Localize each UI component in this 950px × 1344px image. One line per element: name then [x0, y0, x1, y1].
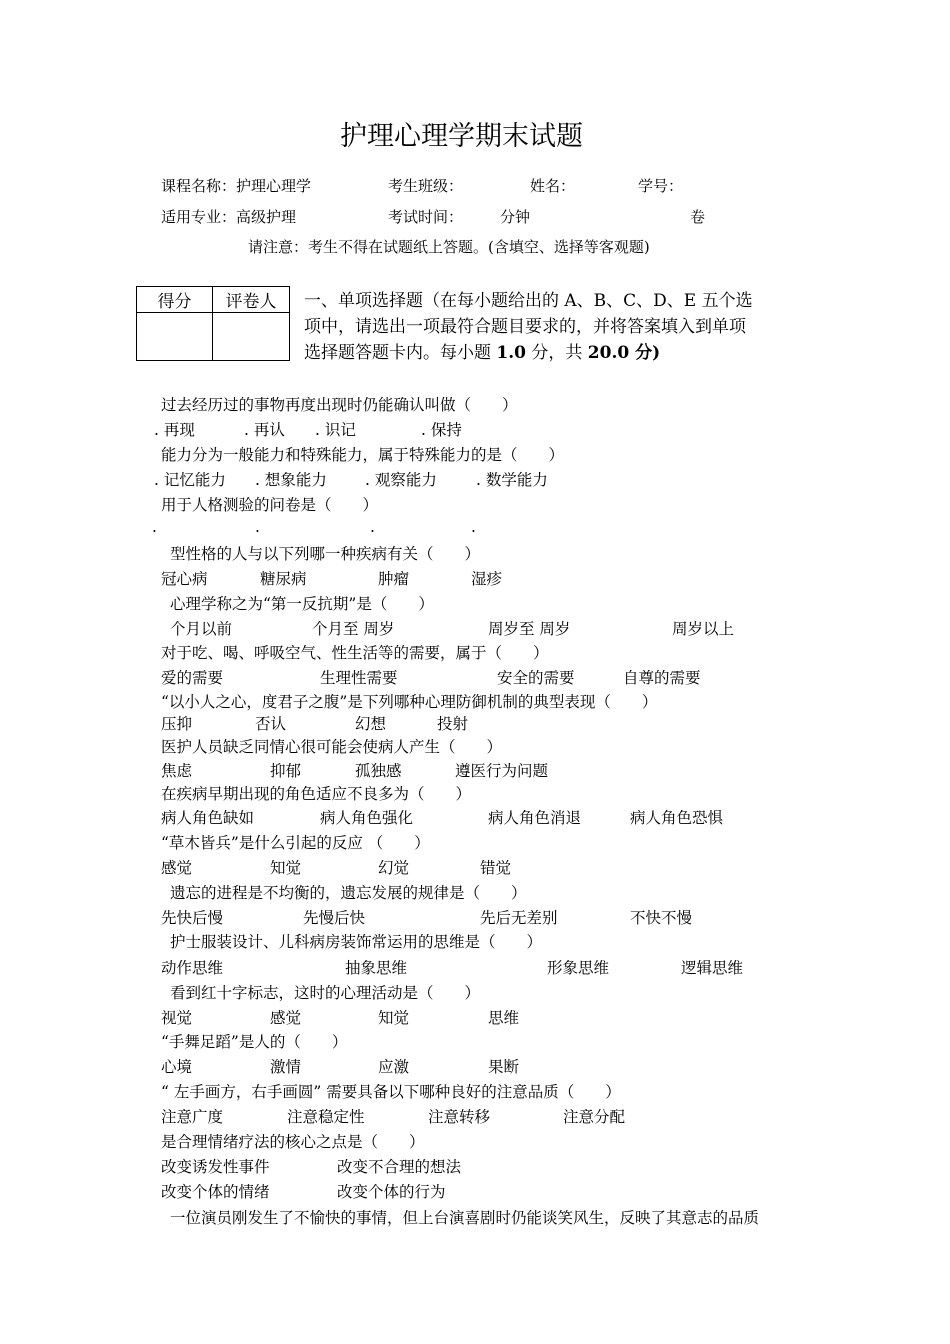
answer-option: 视觉 [161, 1009, 193, 1027]
answer-option: . 观察能力 [365, 471, 437, 489]
answer-option: 周岁至 周岁 [488, 620, 571, 638]
question-stem: “以小人之心，度君子之腹”是下列哪种心理防御机制的典型表现（ ） [161, 693, 658, 711]
class-label: 考生班级： [388, 177, 464, 195]
answer-option: 幻觉 [378, 859, 410, 877]
answer-option: 个月以前 [170, 620, 233, 638]
answer-option: 压抑 [161, 715, 193, 733]
answer-option: 思维 [488, 1009, 520, 1027]
answer-option: 激情 [270, 1058, 302, 1076]
answer-option: 糖尿病 [260, 570, 307, 588]
question-stem: 遗忘的进程是不均衡的，遗忘发展的规律是（ ） [170, 884, 527, 902]
answer-option: 安全的需要 [497, 669, 575, 687]
answer-option: 投射 [437, 715, 469, 733]
question-stem: “ 左手画方，右手画圆” 需要具备以下哪种良好的注意品质（ ） [161, 1083, 621, 1101]
answer-option: 知觉 [378, 1009, 410, 1027]
answer-option: . 识记 [315, 421, 356, 439]
answer-option: 孤独感 [355, 762, 402, 780]
major-label: 适用专业：高级护理 [161, 208, 297, 226]
answer-option: 果断 [488, 1058, 520, 1076]
answer-option: 改变不合理的想法 [337, 1158, 462, 1176]
answer-option: 病人角色缺如 [161, 809, 255, 827]
answer-option: 先快后慢 [161, 909, 224, 927]
answer-option: 肿瘤 [378, 570, 410, 588]
answer-option: . 记忆能力 [154, 471, 226, 489]
name-label: 姓名： [530, 177, 576, 195]
question-stem: 看到红十字标志，这时的心理活动是（ ） [170, 984, 481, 1002]
answer-option: . 想象能力 [255, 471, 327, 489]
score-table [136, 286, 290, 361]
answer-option: 抽象思维 [345, 959, 408, 977]
question-stem: 心理学称之为“第一反抗期”是（ ） [170, 595, 434, 613]
section-line-1: 一、单项选择题（在每小题给出的 A、B、C、D、E 五个选 [304, 291, 753, 311]
answer-option: . 数学能力 [476, 471, 548, 489]
answer-option: 改变诱发性事件 [161, 1158, 270, 1176]
answer-option: 否认 [255, 715, 287, 733]
answer-option: 动作思维 [161, 959, 224, 977]
grader-header: 评卷人 [213, 287, 290, 313]
answer-option: . [370, 518, 375, 536]
notice: 请注意：考生不得在试题纸上答题。(含填空、选择等客观题) [248, 238, 650, 256]
score-header: 得分 [137, 287, 213, 313]
question-stem: 在疾病早期出现的角色适应不良多为（ ） [161, 785, 472, 803]
answer-option: . [471, 518, 476, 536]
question-stem: 型性格的人与以下列哪一种疾病有关（ ） [170, 545, 481, 563]
section-line-3: 选择题答题卡内。每小题 1.0 分，共 20.0 分) [304, 343, 661, 363]
question-stem: 是合理情绪疗法的核心之点是（ ） [161, 1133, 425, 1151]
total-score: 20.0 [587, 343, 630, 363]
answer-option: . 再认 [244, 421, 285, 439]
grader-cell [213, 313, 290, 361]
question-stem: 一位演员刚发生了不愉快的事情，但上台演喜剧时仍能谈笑风生，反映了其意志的品质 [170, 1209, 760, 1227]
answer-option: 自尊的需要 [623, 669, 701, 687]
score-cell [137, 313, 213, 361]
answer-option: 改变个体的情绪 [161, 1183, 270, 1201]
answer-option: 错觉 [480, 859, 512, 877]
question-stem: “手舞足蹈”是人的（ ） [161, 1033, 348, 1051]
answer-option: 病人角色消退 [488, 809, 582, 827]
answer-option: 不快不慢 [630, 909, 693, 927]
answer-option: 幻想 [355, 715, 387, 733]
page-title: 护理心理学期末试题 [340, 121, 583, 152]
answer-option: 逻辑思维 [681, 959, 744, 977]
answer-option: 抑郁 [270, 762, 302, 780]
answer-option: . 再现 [154, 421, 195, 439]
answer-option: 感觉 [161, 859, 193, 877]
answer-option: 病人角色强化 [320, 809, 414, 827]
answer-option: . [152, 518, 157, 536]
question-stem: 对于吃、喝、呼吸空气、性生活等的需要，属于（ ） [161, 644, 549, 662]
question-stem: 护士服装设计、儿科病房装饰常运用的思维是（ ） [170, 933, 543, 951]
answer-option: 应激 [378, 1058, 410, 1076]
answer-option: 知觉 [270, 859, 302, 877]
question-stem: 用于人格测验的问卷是（ ） [161, 496, 379, 514]
answer-option: 生理性需要 [320, 669, 398, 687]
answer-option: 先后无差别 [480, 909, 558, 927]
answer-option: . 保持 [421, 421, 462, 439]
answer-option: 注意分配 [563, 1108, 626, 1126]
answer-option: 周岁以上 [672, 620, 735, 638]
course-name: 课程名称：护理心理学 [161, 177, 312, 195]
answer-option: 注意转移 [428, 1108, 491, 1126]
answer-option: 湿疹 [471, 570, 503, 588]
answer-option: . [255, 518, 260, 536]
answer-option: 病人角色恐惧 [630, 809, 724, 827]
question-stem: 医护人员缺乏同情心很可能会使病人产生（ ） [161, 738, 503, 756]
answer-option: 心境 [161, 1058, 193, 1076]
answer-option: 感觉 [270, 1009, 302, 1027]
student-id-label: 学号： [638, 177, 684, 195]
question-stem: “草木皆兵”是什么引起的反应 （ ） [161, 834, 430, 852]
question-stem: 过去经历过的事物再度出现时仍能确认叫做（ ） [161, 396, 518, 414]
exam-time-label: 考试时间： [388, 208, 464, 226]
per-question-score: 1.0 [496, 343, 526, 363]
answer-option: 先慢后快 [303, 909, 366, 927]
answer-option: 个月至 周岁 [312, 620, 395, 638]
answer-option: 焦虑 [161, 762, 193, 780]
section-heading [304, 288, 814, 366]
answer-option: 注意广度 [161, 1108, 224, 1126]
question-stem: 能力分为一般能力和特殊能力，属于特殊能力的是（ ） [161, 446, 565, 464]
answer-option: 爱的需要 [161, 669, 224, 687]
section-line-2: 项中，请选出一项最符合题目要求的，并将答案填入到单项 [304, 317, 746, 337]
answer-option: 注意稳定性 [287, 1108, 365, 1126]
answer-option: 改变个体的行为 [337, 1183, 446, 1201]
minutes-label: 分钟 [500, 208, 531, 226]
answer-option: 冠心病 [161, 570, 208, 588]
answer-option: 遵医行为问题 [455, 762, 549, 780]
paper-label: 卷 [690, 208, 706, 226]
answer-option: 形象思维 [547, 959, 610, 977]
